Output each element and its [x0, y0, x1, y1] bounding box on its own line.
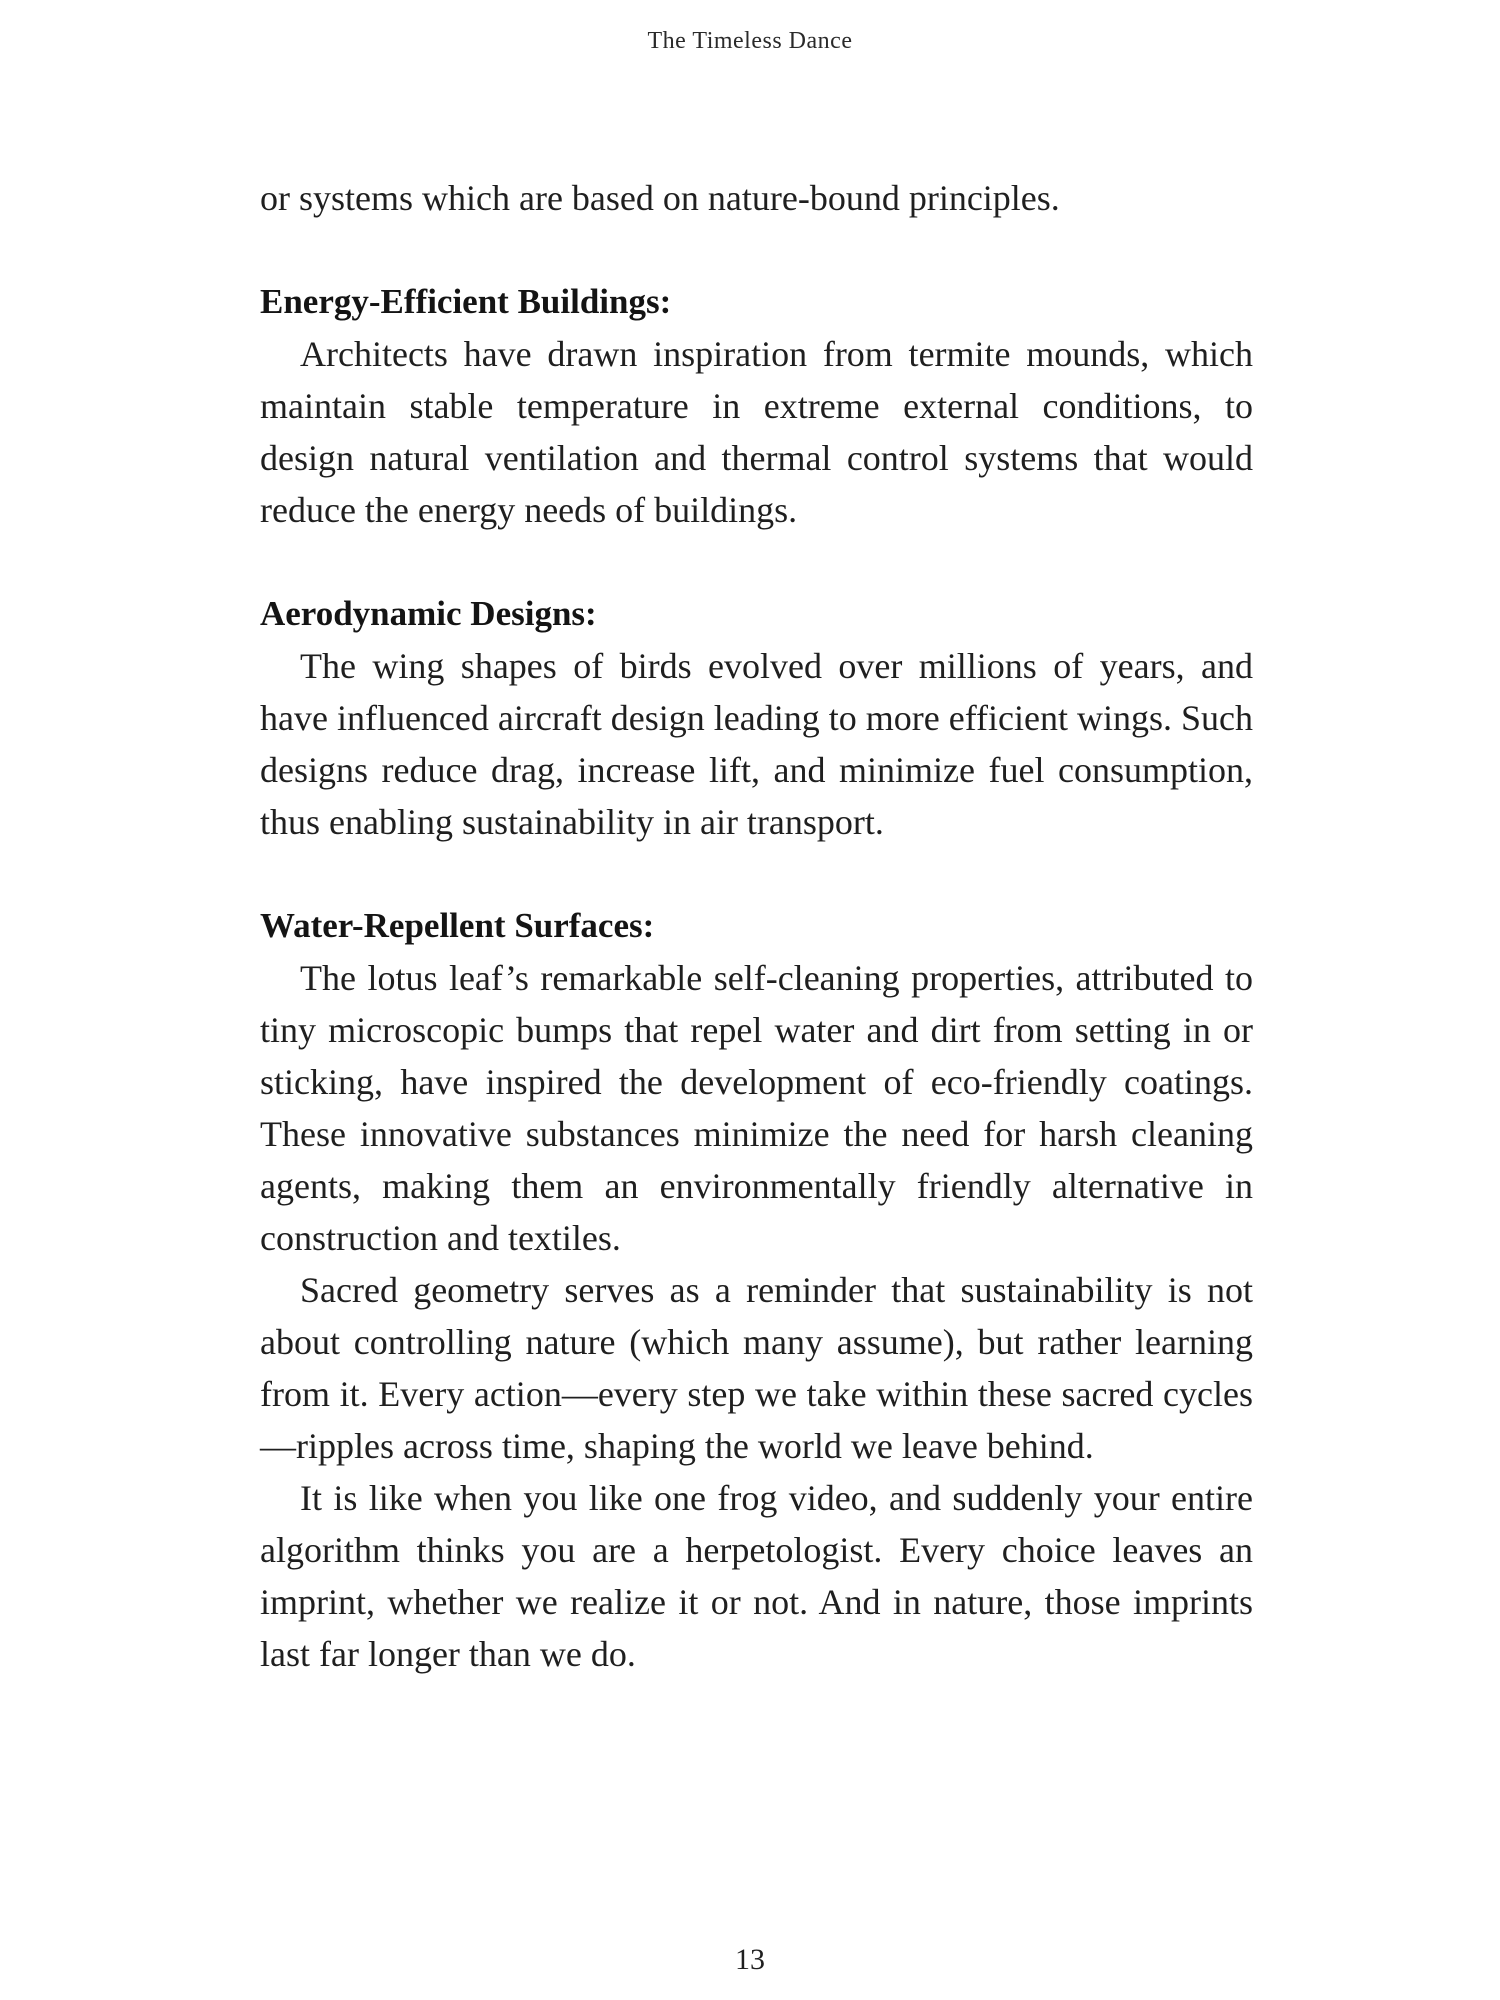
section-water-repellent-surfaces	[260, 900, 1253, 1264]
running-header: The Timeless Dance	[647, 28, 853, 54]
section-paragraph: Architects have drawn inspiration from termite mounds, which maintain stable temperature in extreme external conditions, to design natural ventilation and thermal control systems that would reduce the energy needs of buildings.	[260, 334, 1253, 530]
section-paragraph: The lotus leaf’s remarkable self-cleaning properties, attributed to tiny microscopic bumps that repel water and dirt from setting in or sticking, have inspired the development of eco-friendly coatings. These innovative substances minimize the need for harsh cleaning agents, making them an environmentally friendly alternative in construction and textiles.	[260, 958, 1253, 1258]
closing-paragraph: Sacred geometry serves as a reminder that sustainability is not about controlling nature (which many assume), but rather learning from it. Every action—every step we take within these sacred cycles—ripples across time, shaping the world we leave behind.	[260, 1270, 1253, 1466]
opening-line: or systems which are based on nature-bound principles.	[260, 178, 1060, 218]
section-aerodynamic-designs	[260, 588, 1253, 848]
page-body	[260, 172, 1253, 1680]
section-paragraph: The wing shapes of birds evolved over millions of years, and have influenced aircraft design leading to more efficient wings. Such designs reduce drag, increase lift, and minimize fuel consumption, thus enabling sustainability in air transport.	[260, 646, 1253, 842]
page-number: 13	[735, 1943, 765, 1976]
section-heading: Energy-Efficient Buildings:	[260, 282, 672, 321]
closing-paragraph: It is like when you like one frog video, and suddenly your entire algorithm thinks you are a herpetologist. Every choice leaves an imprint, whether we realize it or not. And in nature, those imprints last far longer than we do.	[260, 1478, 1253, 1674]
section-heading: Water-Repellent Surfaces:	[260, 906, 655, 945]
section-energy-efficient-buildings	[260, 276, 1253, 536]
section-heading: Aerodynamic Designs:	[260, 594, 597, 633]
